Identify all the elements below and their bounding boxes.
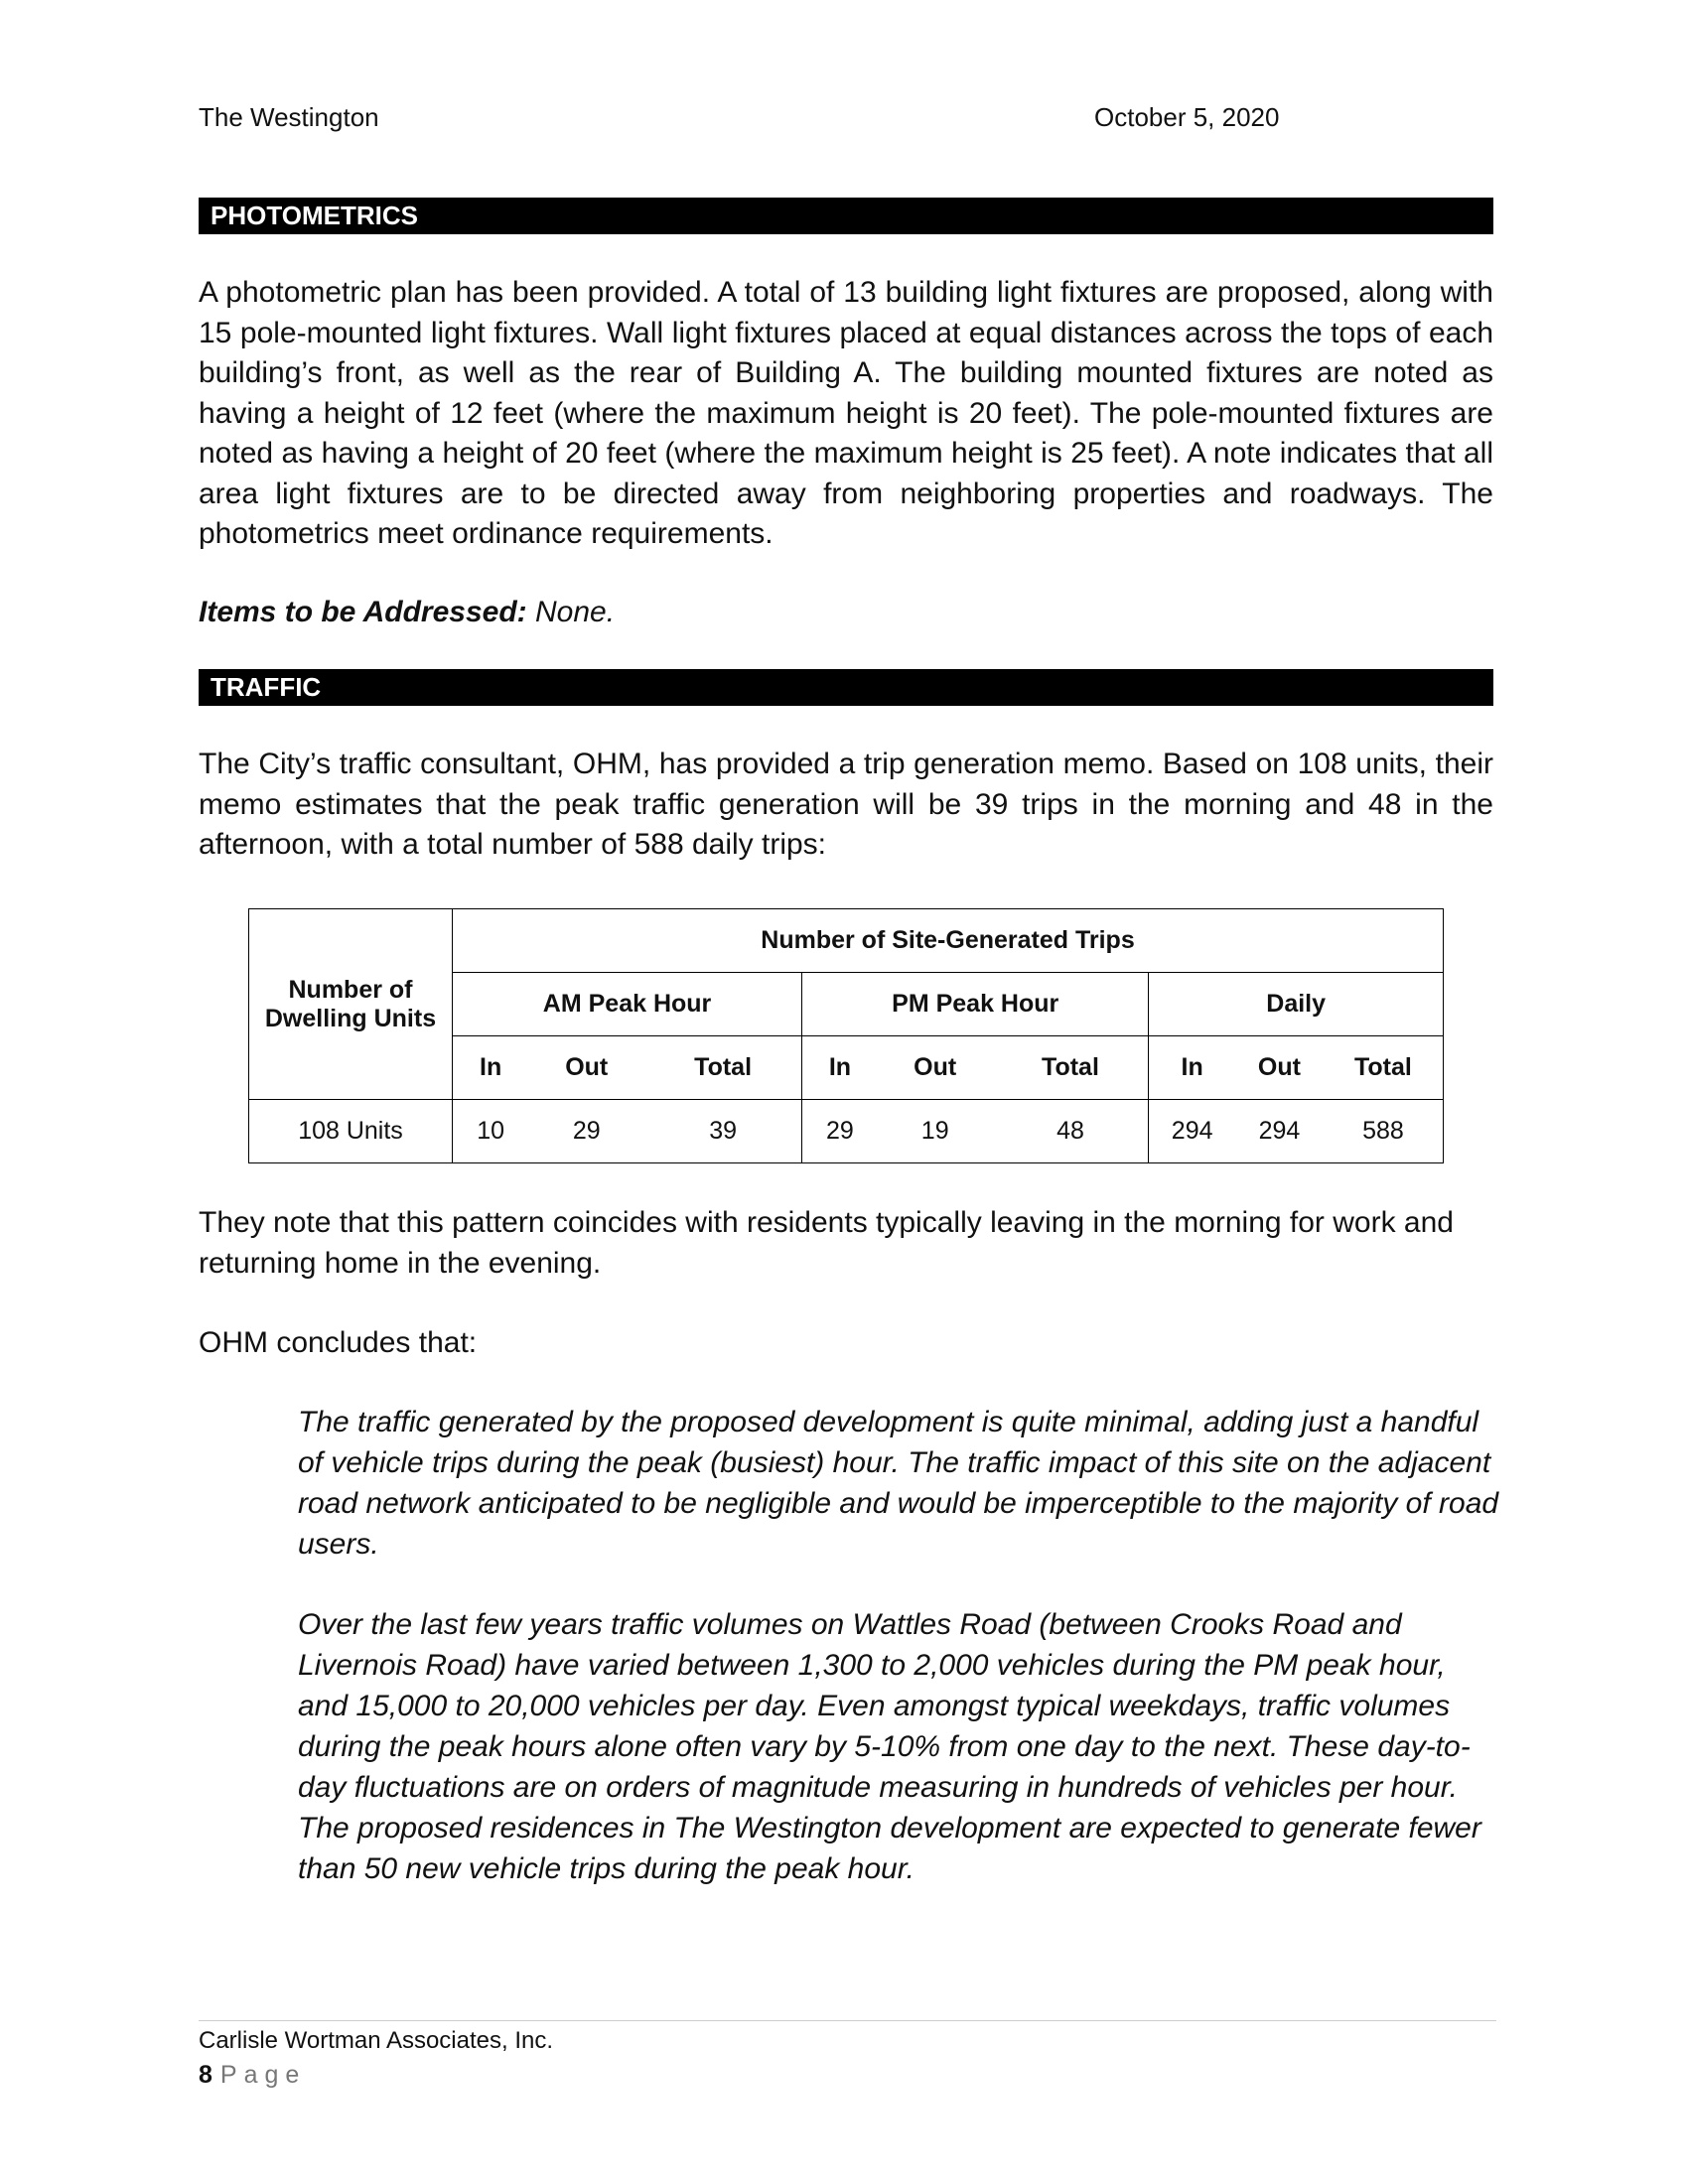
items-label: Items to be Addressed: [199, 596, 527, 628]
section-heading-photometrics: PHOTOMETRICS [199, 198, 1493, 234]
items-to-address [199, 596, 615, 629]
photometrics-paragraph: A photometric plan has been provided. A total of 13 building light fixtures are proposed, along with 15 pole-mounted light fixtures. Wall light fixtures placed at equal distances across the tops of each building’s front, as well as the rear of Building A. The building mounted fixtures are noted as having a height of 12 feet (where the maximum height is 20 feet). The pole-mounted fixtures are noted as having a height of 20 feet (where the maximum height is 25 feet). A note indicates that all area light fixtures are to be directed away from neighboring properties and roadways. The photometrics meet ordinance requirements. [199, 276, 1493, 550]
quote-paragraph-2: Over the last few years traffic volumes on Wattles Road (between Crooks Road and Livernois Road) have varied between 1,300 to 2,000 vehicles during the PM peak hour, and 15,000 to 20,000 vehicles per day. Even amongst typical weekdays, traffic volumes during the peak hours alone often vary by 5-10% from one day to the next. These day-to-day fluctuations are on orders of magnitude measuring in hundreds of vehicles per hour. The proposed residences in The Westington development are expected to generate fewer than 50 new vehicle trips during the peak hour. [298, 1608, 1481, 1885]
table-cell: 19 [878, 1100, 993, 1163]
quote-paragraph-1: The traffic generated by the proposed development is quite minimal, adding just a handful of vehicle trips during the peak (busiest) hour. The traffic impact of this site on the adjacent road network anticipated to be negligible and would be imperceptible to the majority of road users. [298, 1406, 1499, 1561]
subcol-header: In [1149, 1036, 1235, 1100]
table-row [249, 1100, 1444, 1163]
table-cell: 10 [453, 1100, 529, 1163]
table-cell: 29 [802, 1100, 878, 1163]
subcol-header: Out [1235, 1036, 1324, 1100]
table-cell: 48 [993, 1100, 1149, 1163]
page-label: Page [219, 2061, 307, 2089]
section-heading-traffic: TRAFFIC [199, 669, 1493, 706]
traffic-intro-paragraph: The City’s traffic consultant, OHM, has provided a trip generation memo. Based on 108 units, their memo estimates that the peak traffic generation will be 39 trips in the morning and 48 in the afternoon, with a total number of 588 daily trips: [199, 748, 1493, 861]
header-title: The Westington [199, 102, 379, 132]
ohm-concludes: OHM concludes that: [199, 1326, 478, 1359]
trip-generation-table [248, 908, 1444, 1163]
footer-page-number [199, 2061, 306, 2090]
subcol-header: Total [993, 1036, 1149, 1100]
subcol-header: Total [644, 1036, 801, 1100]
table-cell: 29 [528, 1100, 644, 1163]
table-cell: 294 [1235, 1100, 1324, 1163]
subcol-header: In [453, 1036, 529, 1100]
period-header-pm: PM Peak Hour [802, 973, 1149, 1036]
group-header-site-trips: Number of Site-Generated Trips [453, 909, 1444, 973]
subcol-header: Total [1324, 1036, 1444, 1100]
footer-divider [199, 2020, 1496, 2021]
period-header-daily: Daily [1149, 973, 1444, 1036]
subcol-header: In [802, 1036, 878, 1100]
table-cell: 588 [1324, 1100, 1444, 1163]
header-date: October 5, 2020 [1094, 102, 1280, 132]
items-value: None. [534, 596, 616, 628]
table-cell: 39 [644, 1100, 801, 1163]
row-header-dwelling-units: Number of Dwelling Units [249, 909, 453, 1100]
subcol-header: Out [878, 1036, 993, 1100]
footer-organization: Carlisle Wortman Associates, Inc. [199, 2027, 554, 2054]
subcol-header: Out [528, 1036, 644, 1100]
table-cell: 294 [1149, 1100, 1235, 1163]
traffic-note-paragraph: They note that this pattern coincides with residents typically leaving in the morning for work and returning home in the evening. [199, 1206, 1454, 1280]
row-label: 108 Units [249, 1100, 453, 1163]
period-header-am: AM Peak Hour [453, 973, 802, 1036]
page-number: 8 [199, 2061, 212, 2089]
